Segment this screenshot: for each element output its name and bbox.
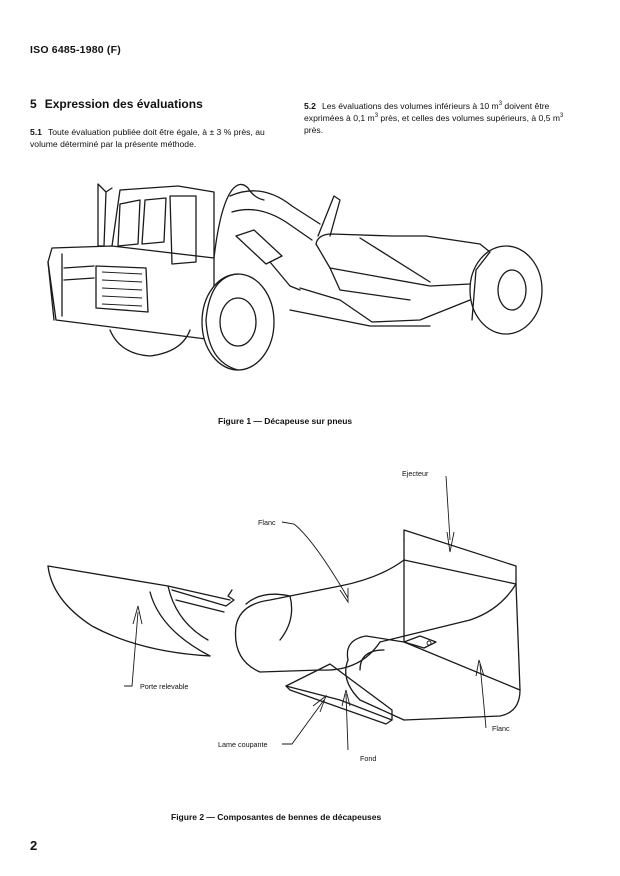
label-ejecteur: Ejecteur (402, 469, 429, 478)
paragraph-number: 5.2 (304, 101, 316, 111)
section-title-text: Expression des évaluations (44, 97, 203, 111)
superscript: 3 (560, 113, 564, 120)
label-flanc-right: Flanc (492, 724, 510, 733)
label-porte-relevable: Porte relevable (140, 682, 189, 691)
label-flanc-top: Flanc (258, 518, 276, 527)
document-header: ISO 6485-1980 (F) (30, 44, 121, 56)
label-lame-coupante: Lame coupante (218, 740, 268, 749)
figure-2-caption: Figure 2 — Composantes de bennes de décapeuses (171, 812, 382, 822)
paragraph-text-c: près, et celles des volumes supérieurs, à 0,5 m (378, 113, 561, 123)
label-fond: Fond (360, 754, 377, 763)
paragraph-text-a: Les évaluations des volumes inférieurs à 10 m (321, 101, 499, 111)
paragraph-text-d: près. (304, 125, 324, 135)
page-number: 2 (30, 838, 38, 853)
section-number: 5 (30, 97, 37, 111)
paragraph-text-b: doivent être exprimées à 0,1 m (304, 101, 550, 123)
paragraph-number: 5.1 (30, 127, 42, 137)
superscript: 3 (374, 113, 379, 120)
paragraph-text: Toute évaluation publiée doit être égale, à ± 3 % près, au volume déterminé par la présente méthode. (30, 127, 265, 149)
superscript: 3 (498, 101, 503, 108)
figure-1-caption: Figure 1 — Décapeuse sur pneus (218, 416, 353, 426)
